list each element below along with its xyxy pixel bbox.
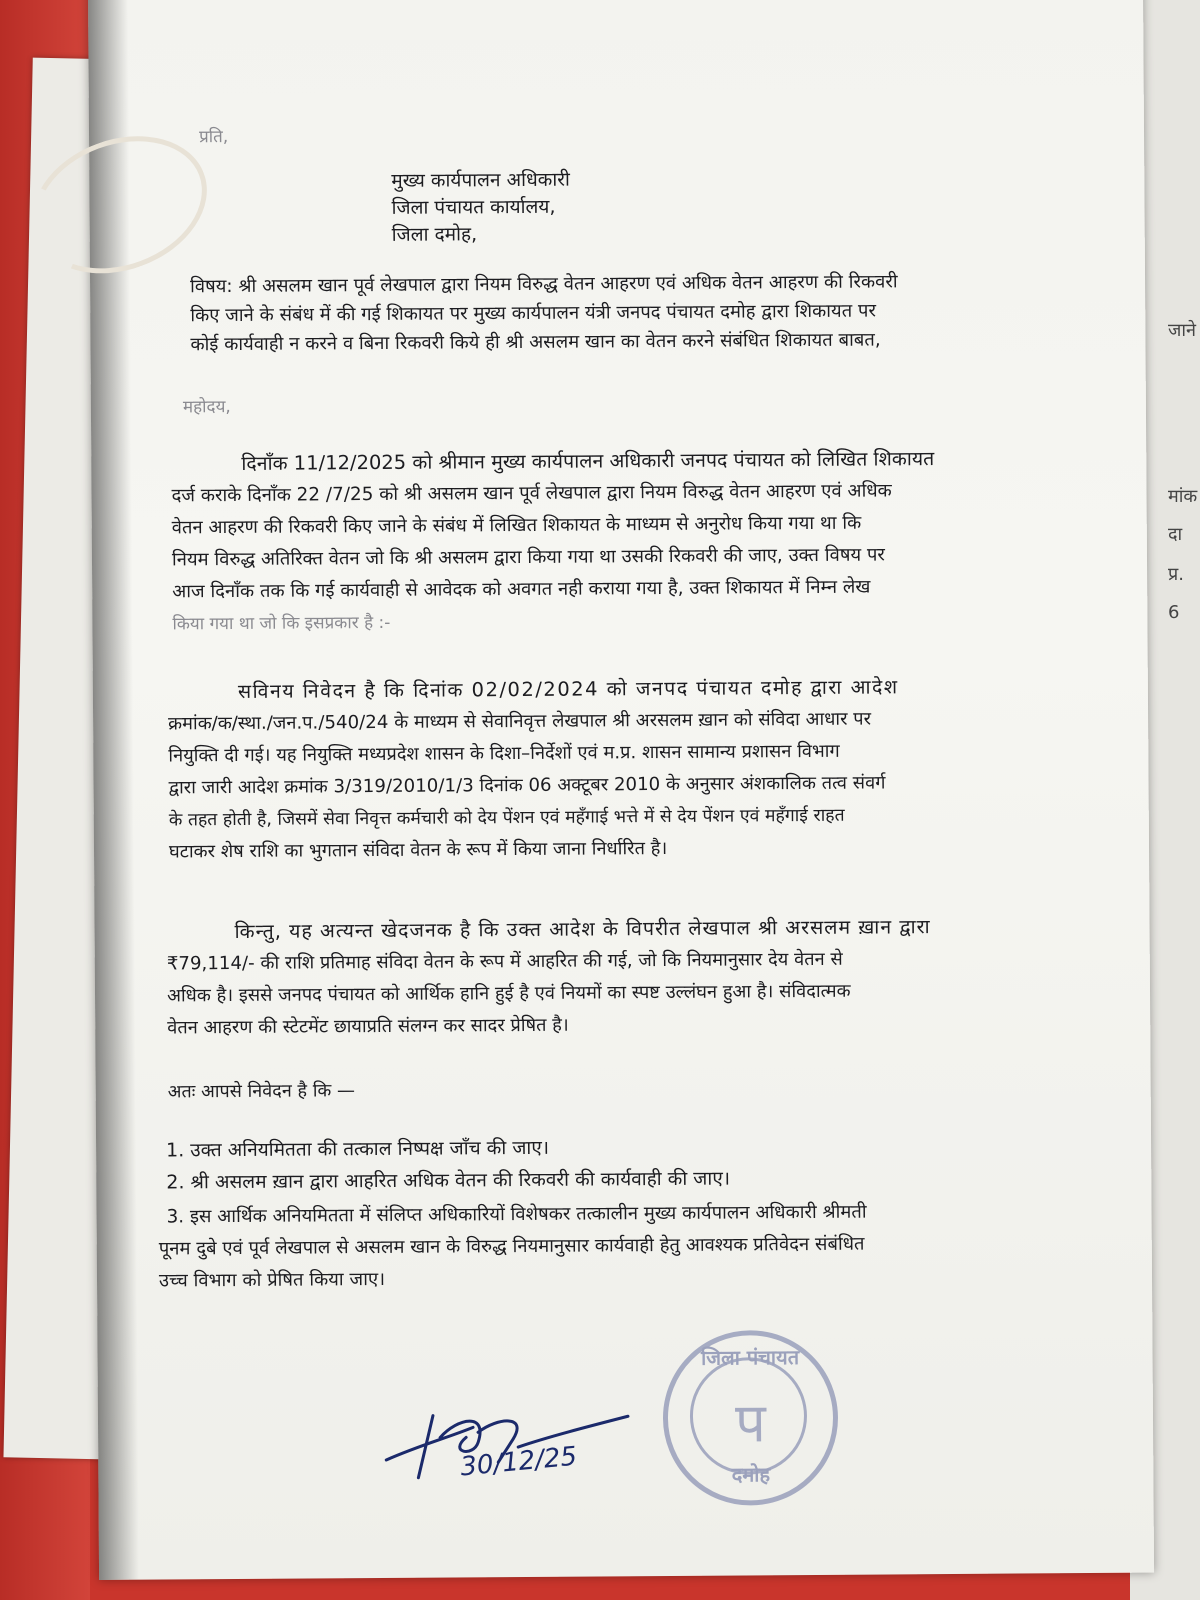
request-point: 1. उक्त अनियमितता की तत्काल निष्पक्ष जाँच की जाए।	[166, 1136, 550, 1162]
stamp-emblem-icon: प	[734, 1391, 767, 1455]
para3-line: किन्तु, यह अत्यन्त खेदजनक है कि उक्त आदेश के विपरीत लेखपाल श्री अरसलम ख़ान द्वारा	[234, 915, 931, 943]
para1-line: दिनाँक 11/12/2025 को श्रीमान मुख्य कार्यपालन अधिकारी जनपद पंचायत को लिखित शिकायत	[241, 447, 935, 475]
adjacent-sheet-text: प्र.	[1168, 564, 1184, 585]
para2-line: द्वारा जारी आदेश क्रमांक 3/319/2010/1/3 दिनांक 06 अक्टूबर 2010 के अनुसार अंशकालिक तत्व संवर्ग	[168, 772, 886, 799]
para2-line: क्रमांक/क/स्था./जन.प./540/24 के माध्यम से सेवानिवृत्त लेखपाल श्री अरसलम ख़ान को संविदा आधार पर	[168, 708, 872, 735]
addressee-line: जिला पंचायत कार्यालय,	[391, 195, 556, 219]
adjacent-sheet-text: दा	[1168, 524, 1183, 545]
subject-line: कोई कार्यवाही न करने व बिना रिकवरी किये ही श्री असलम खान का वेतन करने संबंधित शिकायत बाबत,	[190, 329, 881, 356]
request-point: उच्च विभाग को प्रेषित किया जाए।	[158, 1268, 386, 1292]
adjacent-sheet-text: 6	[1168, 602, 1180, 623]
para1-line: वेतन आहरण की रिकवरी किए जाने के संबंध में लिखित शिकायत के माध्यम से अनुरोध किया गया था कि	[171, 512, 862, 539]
para1-line: आज दिनाँक तक कि गई कार्यवाही से आवेदक को अवगत नही कराया गया है, उक्त शिकायत में निम्न लेख	[172, 576, 871, 603]
para1-line: दर्ज कराके दिनाँक 22 /7/25 को श्री असलम खान पूर्व लेखपाल द्वारा नियम विरुद्ध वेतन आहरण एवं अधिक	[171, 480, 892, 507]
office-stamp	[662, 1330, 838, 1506]
para2-line: घटाकर शेष राशि का भुगतान संविदा वेतन के रूप में किया जाना निर्धारित है।	[168, 837, 668, 863]
addressee-line: जिला दमोह,	[391, 223, 478, 246]
para1-line: नियम विरुद्ध अतिरिक्त वेतन जो कि श्री असलम द्वारा किया गया था उसकी रिकवरी की जाए, उक्त विषय पर	[171, 544, 885, 571]
para3-line: ₹79,114/- की राशि प्रतिमाह संविदा वेतन के रूप में आहरित की गई, जो कि नियमानुसार देय वेतन से	[166, 948, 843, 975]
para2-line: के तहत होती है, जिसमें सेवा निवृत्त कर्मचारी को देय पेंशन एवं महँगाई भत्ते में से देय पेंशन एवं महँगाई राहत	[168, 805, 845, 831]
para2-line: सविनय निवेदन है कि दिनांक 02/02/2024 को जनपद पंचायत दमोह द्वारा आदेश	[237, 675, 899, 703]
request-point: पूनम दुबे एवं पूर्व लेखपाल से असलम खान के विरुद्ध नियमानुसार कार्यवाही हेतु आवश्यक प्रतिवेदन संबंधित	[158, 1233, 865, 1260]
request-intro: अतः आपसे निवेदन है कि —	[167, 1080, 356, 1103]
subject-line: विषय: श्री असलम खान पूर्व लेखपाल द्वारा नियम विरुद्ध वेतन आहरण एवं अधिक वेतन आहरण की रिकवरी	[190, 271, 898, 298]
subject-line: किए जाने के संबंध में की गई शिकायत पर मुख्य कार्यपालन यंत्री जनपद पंचायत दमोह द्वारा शिकायत पर	[190, 300, 877, 327]
stamp-bottom-text: दमोह	[731, 1462, 771, 1487]
addressee-line: मुख्य कार्यपालन अधिकारी	[391, 168, 570, 192]
signature-date: 30/12/25	[459, 1441, 579, 1483]
to-label: प्रति,	[198, 127, 229, 148]
adjacent-sheet-text: मांक	[1168, 486, 1198, 507]
stamp-top-text: जिला पंचायत	[700, 1345, 800, 1370]
para3-line: अधिक है। इससे जनपद पंचायत को आर्थिक हानि हुई है एवं नियमों का स्पष्ट उल्लंघन हुआ है। संविदात्मक	[166, 980, 851, 1007]
para2-line: नियुक्ति दी गई। यह नियुक्ति मध्यप्रदेश शासन के दिशा–निर्देशों एवं म.प्र. शासन सामान्य प्रशासन विभाग	[168, 740, 840, 767]
para1-line: किया गया था जो कि इसप्रकार है :-	[172, 612, 391, 635]
request-point: 3. इस आर्थिक अनियमितता में संलिप्त अधिकारियों विशेषकर तत्कालीन मुख्य कार्यपालन अधिकारी श्रीमती	[166, 1201, 867, 1228]
letter-page	[88, 0, 1154, 1580]
greeting: महोदय,	[182, 397, 231, 418]
adjacent-sheet-text: जाने	[1168, 320, 1197, 341]
para3-line: वेतन आहरण की स्टेटमेंट छायाप्रति संलग्न कर सादर प्रेषित है।	[167, 1014, 569, 1039]
request-point: 2. श्री असलम ख़ान द्वारा आहरित अधिक वेतन की रिकवरी की कार्यवाही की जाए।	[166, 1167, 731, 1194]
